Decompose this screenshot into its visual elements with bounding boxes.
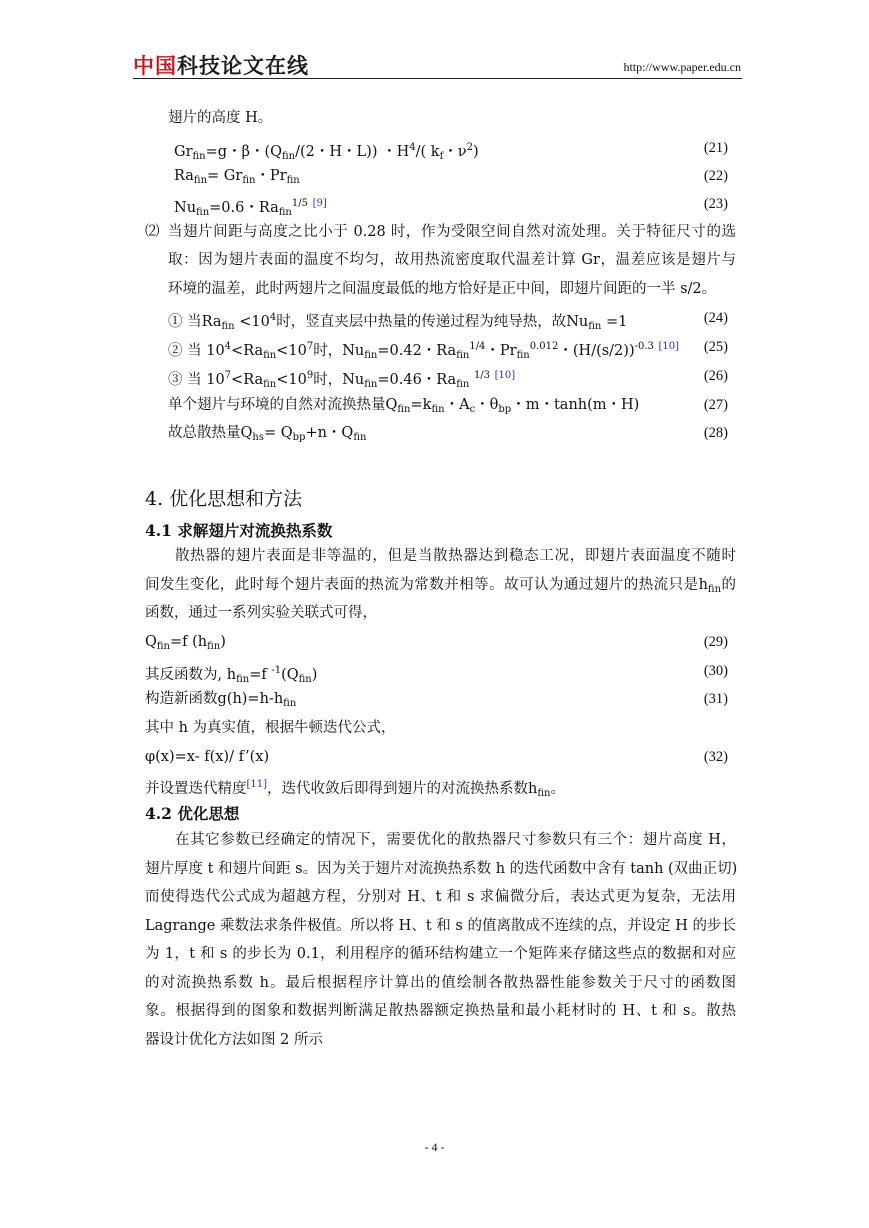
paragraph-line: 而使得迭代公式成为超越方程，分别对 H、t 和 s 求偏微分后，表达式更为复杂，无法用 bbox=[145, 889, 736, 905]
equation-number: (29) bbox=[703, 634, 728, 650]
subsection-title: 4.2 优化思想 bbox=[145, 804, 240, 823]
paragraph-line: Lagrange 乘数法求条件极值。所以将 H、t 和 s 的值离散成不连续的点，并设定 H 的步长 bbox=[145, 918, 736, 934]
equation-26: ③ 当 $10^7<Ra_{fin}<10^9$时，$Nu_{fin}=0.46$・$Ra_{fin}$ $^{1/3}$ [10] bbox=[168, 370, 516, 390]
paragraph-line: 函数，通过一系列实验关联式可得， bbox=[145, 605, 377, 621]
equation-27: 单个翅片与环境的自然对流换热量$Q_{fin}=k_{fin}$・$A_c$・$\theta_{bp}$・m・tanh(m・H) bbox=[168, 397, 640, 415]
paragraph-line: 的对流换热系数 h。最后根据程序计算出的值绘制各散热器性能参数关于尺寸的函数图 bbox=[145, 975, 736, 991]
page-number: - 4 - bbox=[424, 1140, 445, 1154]
paragraph-line: 在其它参数已经确定的情况下，需要优化的散热器尺寸参数只有三个：翅片高度 H， bbox=[175, 832, 736, 848]
header-url[interactable]: http://www.paper.edu.cn bbox=[623, 60, 741, 74]
equation-32: φ(x)=x- f(x)/ f’(x) bbox=[145, 749, 270, 765]
equation-23: $Nu_{fin}=0.6$・$Ra_{fin}^{1/5}$ [9] bbox=[174, 198, 327, 218]
section-title: 4. 优化思想和方法 bbox=[145, 488, 303, 510]
equation-28: 故总散热量$Q_{hs}= Q_{bp}+n$・$Q_{fin}$ bbox=[168, 425, 367, 443]
citation[interactable]: [9] bbox=[312, 198, 327, 209]
citation[interactable]: [10] bbox=[494, 370, 516, 381]
header-divider bbox=[133, 78, 742, 79]
equation-number: (25) bbox=[703, 339, 728, 355]
list-marker: ⑵ bbox=[145, 224, 160, 240]
citation[interactable]: [10] bbox=[658, 341, 680, 352]
paragraph-line: 其中 h 为真实值，根据牛顿迭代公式， bbox=[145, 720, 396, 736]
paragraph-line: 散热器的翅片表面是非等温的，但是当散热器达到稳态工况，即翅片表面温度不随时 bbox=[175, 548, 736, 564]
equation-31: 构造新函数$g(h)=h-h_{fin}$ bbox=[145, 691, 297, 709]
paragraph-line: 取：因为翅片表面的温度不均匀，故用热流密度取代温差计算 Gr，温差应该是翅片与 bbox=[168, 252, 736, 268]
equation-21: $Gr_{fin}=g$・β・($Q_{fin}/(2$・H・L)) ・$H^4/$( $k_f$・$\nu^2$) bbox=[174, 142, 479, 162]
paragraph-line: 象。根据得到的图象和数据判断满足散热器额定换热量和最小耗材时的 H、t 和 s。散热 bbox=[145, 1003, 736, 1019]
paragraph-line: 当翅片间距与高度之比小于 0.28 时，作为受限空间自然对流处理。关于特征尺寸的选 bbox=[168, 224, 736, 240]
equation-29: $Q_{fin}=f$ $(h_{fin})$ bbox=[145, 634, 226, 652]
equation-number: (21) bbox=[703, 140, 728, 156]
equation-number: (23) bbox=[703, 196, 728, 212]
equation-24: ① 当$Ra_{fin} <10^4$时，竖直夹层中热量的传递过程为纯导热，故$Nu_{fin} =1$ bbox=[168, 312, 628, 332]
paragraph-line: 器设计优化方法如图 2 所示 bbox=[145, 1032, 323, 1048]
equation-30: 其反函数为, $h_{fin}=f$ $^{-1}(Q_{fin})$ bbox=[145, 665, 318, 685]
paragraph-line: 并设置迭代精度[11]，迭代收敛后即得到翅片的对流换热系数$h_{fin}$。 bbox=[145, 779, 565, 799]
paragraph-line: 间发生变化，此时每个翅片表面的热流为常数并相等。故可认为通过翅片的热流只是$h_{fin}$的 bbox=[145, 577, 736, 595]
equation-number: (27) bbox=[703, 397, 728, 413]
equation-number: (28) bbox=[703, 425, 728, 441]
equation-number: (24) bbox=[703, 310, 728, 326]
journal-logo: 中国科技论文在线 bbox=[133, 54, 309, 78]
equation-number: (26) bbox=[703, 368, 728, 384]
equation-number: (30) bbox=[703, 663, 728, 679]
paragraph-line: 环境的温差，此时两翅片之间温度最低的地方恰好是正中间，即翅片间距的一半 s/2。 bbox=[168, 281, 717, 297]
citation[interactable]: [11] bbox=[246, 779, 268, 790]
equation-22: $Ra_{fin}= Gr_{fin}$・$Pr_{fin}$ bbox=[174, 168, 300, 186]
text-fin-height: 翅片的高度 H。 bbox=[168, 110, 273, 126]
equation-number: (32) bbox=[703, 749, 728, 765]
subsection-title: 4.1 求解翅片对流换热系数 bbox=[145, 521, 333, 540]
paragraph-line: 翅片厚度 t 和翅片间距 s。因为关于翅片对流换热系数 h 的迭代函数中含有 tanh (双曲正切) bbox=[145, 861, 738, 877]
equation-number: (22) bbox=[703, 168, 728, 184]
equation-number: (31) bbox=[703, 691, 728, 707]
equation-25: ② 当 $10^4<Ra_{fin}<10^7$时，$Nu_{fin}=0.42$・$Ra_{fin}^{1/4}$・$Pr_{fin}^{0.012}$・$(H/(s/2))^{-0.3}$ [10] bbox=[168, 341, 680, 361]
paragraph-line: 为 1，t 和 s 的步长为 0.1，利用程序的循环结构建立一个矩阵来存储这些点的数据和对应 bbox=[145, 946, 736, 962]
